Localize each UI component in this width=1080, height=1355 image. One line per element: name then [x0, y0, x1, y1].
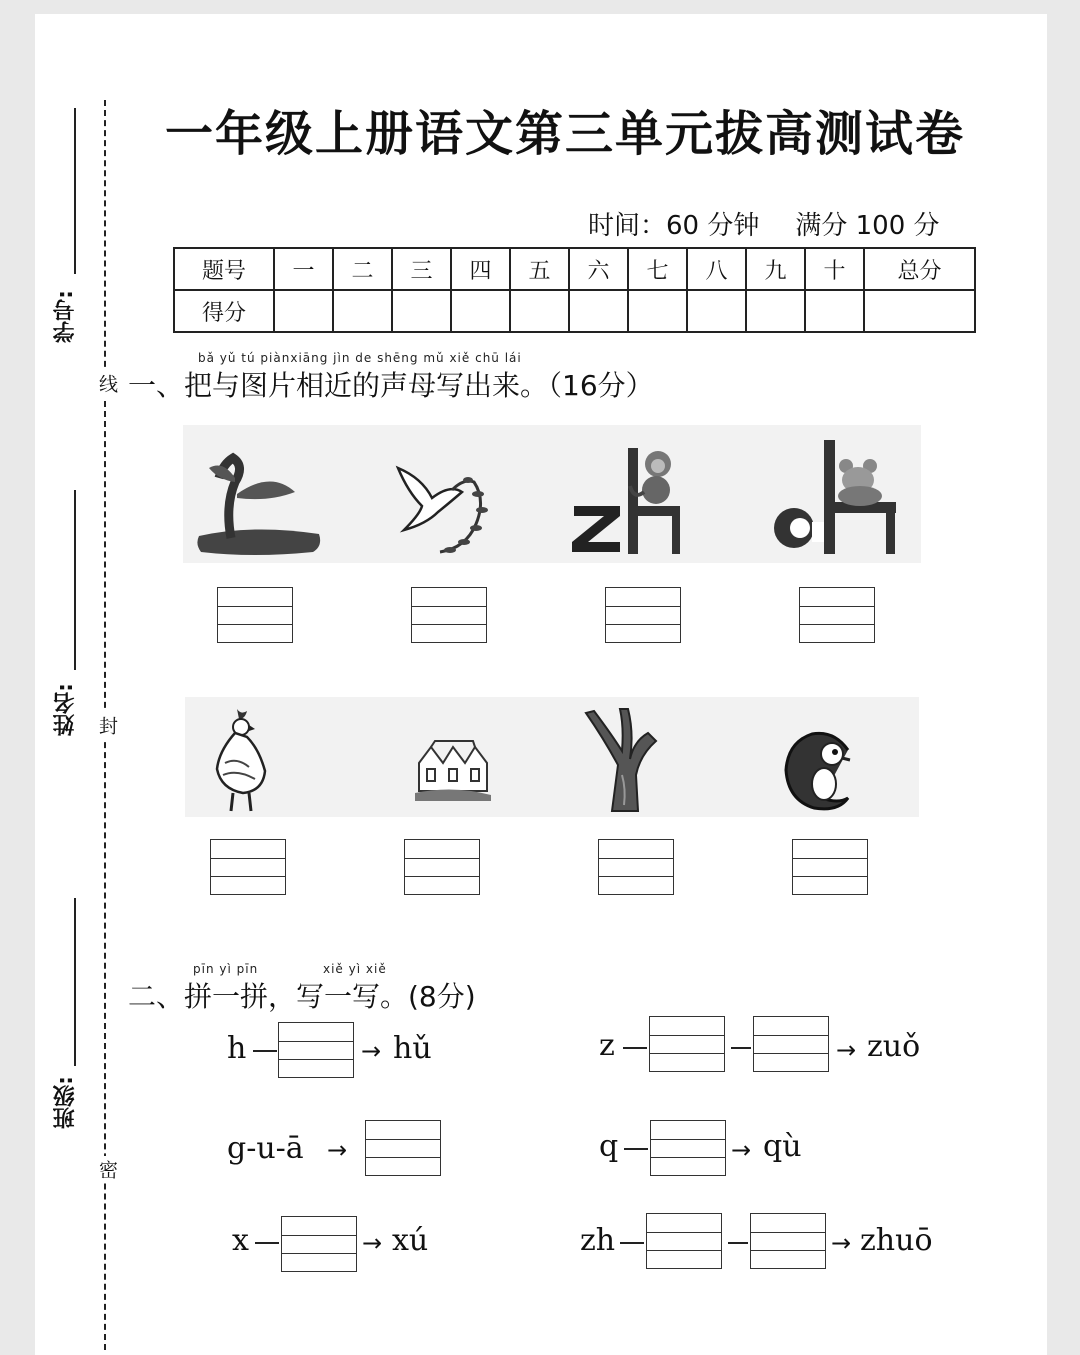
- score-col: 三: [392, 248, 451, 290]
- score-cell[interactable]: [510, 290, 569, 332]
- item-d-initial: q: [599, 1129, 619, 1164]
- arrow-icon: →: [731, 1136, 752, 1164]
- answer-box-q2-f2[interactable]: [750, 1213, 826, 1269]
- score-cell[interactable]: [628, 290, 687, 332]
- section2-heading: 二、拼一拼，写一写。(8分): [128, 980, 476, 1013]
- answer-box-q2-d[interactable]: [650, 1120, 726, 1176]
- item-b-dash-2: [731, 1047, 751, 1049]
- score-col: 四: [451, 248, 510, 290]
- score-row-label: 得分: [174, 290, 274, 332]
- cut-word-secret: 密: [94, 1156, 121, 1183]
- item-f-result: zhuō: [860, 1223, 933, 1258]
- answer-box-q2-a[interactable]: [278, 1022, 354, 1078]
- answer-box-q1-4[interactable]: [799, 587, 875, 643]
- score-cell[interactable]: [333, 290, 392, 332]
- item-b-result: zuǒ: [867, 1029, 921, 1064]
- score-table: [173, 247, 976, 333]
- score-col: 八: [687, 248, 746, 290]
- branch-picture: [578, 705, 664, 813]
- item-f-dash-2: [728, 1242, 748, 1244]
- rooster-picture: [203, 707, 275, 817]
- score-col: 二: [333, 248, 392, 290]
- zh-chair-picture: [568, 442, 688, 557]
- item-a-result: hǔ: [393, 1031, 432, 1066]
- score-col: 十: [805, 248, 864, 290]
- item-f-dash-1: [620, 1242, 644, 1244]
- item-a-initial: h: [227, 1031, 247, 1066]
- score-cell[interactable]: [569, 290, 628, 332]
- answer-box-q1-2[interactable]: [411, 587, 487, 643]
- answer-box-q2-c[interactable]: [365, 1120, 441, 1176]
- time-limit: 时间：60 分钟: [588, 211, 760, 241]
- name-line: [74, 490, 76, 670]
- score-cell[interactable]: [805, 290, 864, 332]
- section2-pinyin-1: pīn yì pīn: [193, 962, 259, 976]
- item-d-dash: [624, 1148, 648, 1150]
- answer-box-q2-e[interactable]: [281, 1216, 357, 1272]
- score-col: 七: [628, 248, 687, 290]
- sprout-picture: [193, 450, 323, 560]
- item-b-dash-1: [623, 1047, 647, 1049]
- exam-meta: [588, 205, 940, 242]
- score-table-score-row: [174, 290, 975, 332]
- score-cell[interactable]: [451, 290, 510, 332]
- answer-box-q2-b1[interactable]: [649, 1016, 725, 1072]
- student-id-label: 学号:: [53, 290, 78, 343]
- answer-box-q1-3[interactable]: [605, 587, 681, 643]
- score-cell[interactable]: [392, 290, 451, 332]
- hedgehog-picture: [782, 728, 858, 814]
- answer-box-q1-5[interactable]: [210, 839, 286, 895]
- arrow-icon: →: [362, 1229, 383, 1257]
- cut-word-seal: 封: [94, 712, 121, 739]
- item-c-parts: g-u-ā: [227, 1131, 304, 1166]
- score-total-cell[interactable]: [864, 290, 975, 332]
- answer-box-q1-1[interactable]: [217, 587, 293, 643]
- name-label: 姓名:: [53, 683, 78, 736]
- score-header-label: 题号: [174, 248, 274, 290]
- houses-picture: [415, 733, 491, 805]
- class-line: [74, 898, 76, 1066]
- dove-picture: [392, 452, 498, 560]
- page-title: 一年级上册语文第三单元拔高测试卷: [164, 106, 965, 162]
- section1-heading: 一、把与图片相近的声母写出来。（16分）: [128, 369, 654, 402]
- section1-pinyin: bǎ yǔ tú piànxiāng jìn de shēng mǔ xiě chū lái: [198, 351, 522, 365]
- item-a-dash: [253, 1050, 277, 1052]
- answer-box-q2-f1[interactable]: [646, 1213, 722, 1269]
- score-cell[interactable]: [687, 290, 746, 332]
- score-table-header-row: [174, 248, 975, 290]
- ch-chair-picture: [766, 436, 902, 558]
- score-col: 一: [274, 248, 333, 290]
- class-label: 班级:: [53, 1076, 78, 1129]
- answer-box-q1-8[interactable]: [792, 839, 868, 895]
- score-cell[interactable]: [274, 290, 333, 332]
- arrow-icon: →: [831, 1229, 852, 1257]
- item-d-result: qù: [763, 1129, 802, 1164]
- score-total-label: 总分: [864, 248, 975, 290]
- cut-word-line: 线: [94, 370, 121, 397]
- arrow-icon: →: [361, 1037, 382, 1065]
- score-cell[interactable]: [746, 290, 805, 332]
- score-col: 六: [569, 248, 628, 290]
- full-score: 满分 100 分: [795, 211, 940, 241]
- section2-pinyin-2: xiě yì xiě: [323, 962, 387, 976]
- student-id-line: [74, 108, 76, 274]
- answer-box-q1-6[interactable]: [404, 839, 480, 895]
- item-b-initial: z: [599, 1028, 615, 1063]
- answer-box-q1-7[interactable]: [598, 839, 674, 895]
- score-col: 九: [746, 248, 805, 290]
- item-e-result: xú: [392, 1223, 429, 1258]
- arrow-icon: →: [327, 1136, 348, 1164]
- answer-box-q2-b2[interactable]: [753, 1016, 829, 1072]
- score-col: 五: [510, 248, 569, 290]
- item-e-initial: x: [232, 1223, 249, 1258]
- item-e-dash: [255, 1242, 279, 1244]
- item-f-initial: zh: [580, 1223, 616, 1258]
- arrow-icon: →: [836, 1036, 857, 1064]
